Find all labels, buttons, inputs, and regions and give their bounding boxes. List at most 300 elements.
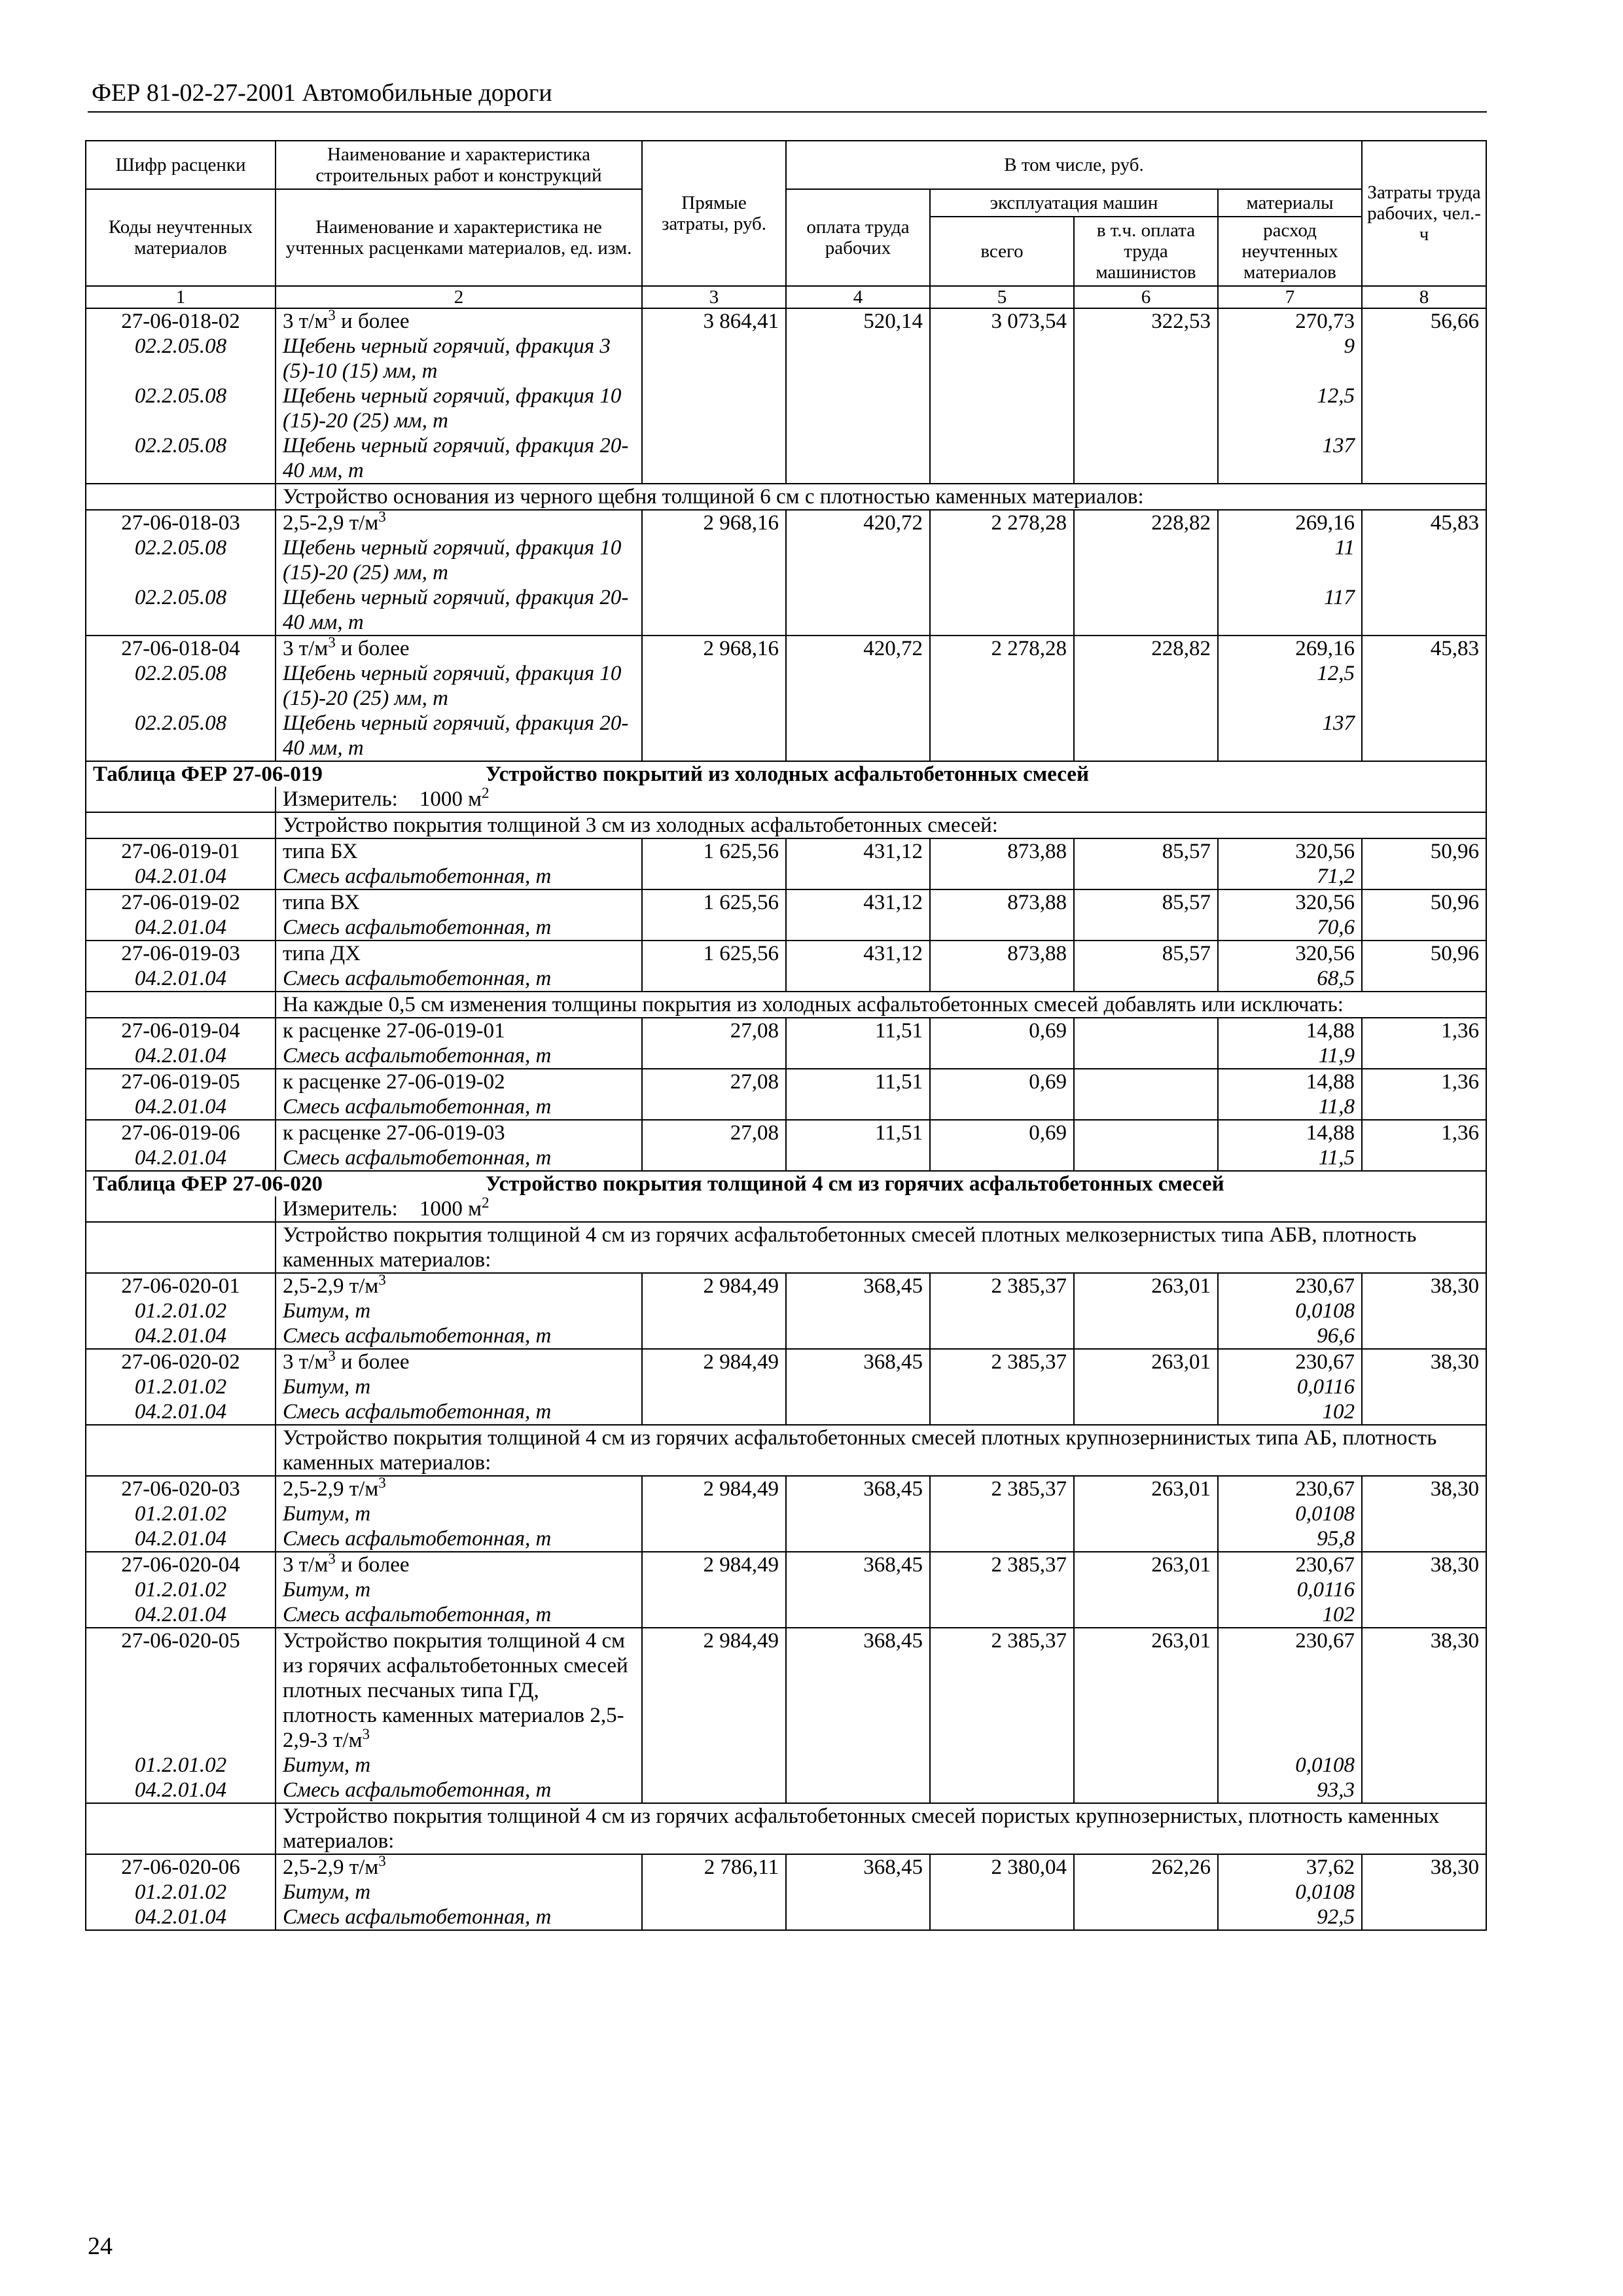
material-code: 04.2.01.04 <box>86 915 276 941</box>
empty-cell <box>786 1094 930 1120</box>
empty-cell <box>1074 661 1218 711</box>
table-title-row <box>86 1171 1486 1196</box>
material-name: Смесь асфальтобетонная, т <box>276 966 642 992</box>
material-code: 01.2.01.02 <box>86 1374 276 1399</box>
empty-cell <box>642 433 786 484</box>
rate-name-text: 3 т/м <box>283 637 329 660</box>
hdr-operators: в т.ч. оплата труда машинистов <box>1074 217 1218 286</box>
header-rule <box>88 111 1487 113</box>
superscript: 3 <box>328 1552 336 1567</box>
empty-cell <box>786 1778 930 1803</box>
hdr-codes: Коды неучтенных материалов <box>86 189 276 286</box>
material-row <box>86 1043 1486 1069</box>
empty-cell <box>786 1905 930 1930</box>
empty-cell <box>1362 1299 1486 1323</box>
empty-cell <box>930 1501 1074 1526</box>
material-quantity: 71,2 <box>1218 864 1362 889</box>
empty-cell <box>642 1145 786 1171</box>
value-c6: 322,53 <box>1074 308 1218 334</box>
rate-code: 27-06-018-03 <box>86 510 276 535</box>
value-c5: 2 278,28 <box>930 510 1074 535</box>
empty-cell <box>786 1145 930 1171</box>
empty-cell <box>930 1323 1074 1349</box>
empty-cell <box>642 1526 786 1552</box>
material-code: 04.2.01.04 <box>86 1094 276 1120</box>
material-row <box>86 1526 1486 1552</box>
empty-cell <box>1362 535 1486 585</box>
value-c7: 230,67 <box>1218 1628 1362 1753</box>
material-name: Щебень черный горячий, фракция 10 (15)-20 (25) мм, т <box>276 384 642 433</box>
rate-name-suffix: и более <box>335 1350 410 1374</box>
hdr-name-bottom: Наименование и характеристика не учтенных расценками материалов, ед. изм. <box>276 189 642 286</box>
value-c4: 431,12 <box>786 889 930 915</box>
empty-cell <box>930 1399 1074 1425</box>
empty-cell <box>642 711 786 761</box>
table-heading: Устройство покрытия толщиной 4 см из горячих асфальтобетонных смесей <box>486 1172 1224 1196</box>
material-name: Смесь асфальтобетонная, т <box>276 1602 642 1628</box>
material-code: 04.2.01.04 <box>86 1043 276 1069</box>
section-caption: Устройство покрытия толщиной 3 см из холодных асфальтобетонных смесей: <box>276 812 1486 838</box>
material-name: Щебень черный горячий, фракция 10 (15)-20 (25) мм, т <box>276 661 642 711</box>
material-row <box>86 1880 1486 1905</box>
value-c3: 2 968,16 <box>642 510 786 535</box>
material-quantity: 11,5 <box>1218 1145 1362 1171</box>
empty-cell <box>930 1299 1074 1323</box>
empty-cell <box>1074 711 1218 761</box>
rate-name <box>276 1628 642 1753</box>
empty-cell <box>930 1145 1074 1171</box>
empty-cell <box>786 864 930 889</box>
hdr-materials: материалы <box>1218 189 1362 217</box>
material-name: Щебень черный горячий, фракция 20-40 мм, т <box>276 711 642 761</box>
empty-cell <box>1074 1526 1218 1552</box>
value-c5: 0,69 <box>930 1120 1074 1145</box>
value-c4: 368,45 <box>786 1476 930 1501</box>
value-c8: 38,30 <box>1362 1349 1486 1374</box>
material-quantity: 0,0108 <box>1218 1299 1362 1323</box>
empty-cell <box>642 535 786 585</box>
empty-cell <box>1074 1145 1218 1171</box>
material-name: Щебень черный горячий, фракция 20-40 мм, т <box>276 585 642 636</box>
hdr-labor: Затраты труда рабочих, чел.-ч <box>1362 141 1486 286</box>
empty-cell <box>1074 535 1218 585</box>
material-quantity: 117 <box>1218 585 1362 636</box>
value-c7: 230,67 <box>1218 1349 1362 1374</box>
value-c3: 1 625,56 <box>642 838 786 864</box>
material-name: Смесь асфальтобетонная, т <box>276 1526 642 1552</box>
rate-row <box>86 1552 1486 1577</box>
empty-cell <box>930 1880 1074 1905</box>
empty-cell <box>930 1577 1074 1602</box>
rate-code: 27-06-019-05 <box>86 1069 276 1094</box>
measure-unit <box>276 787 1486 812</box>
rate-name <box>276 889 642 915</box>
empty-cell <box>930 433 1074 484</box>
rate-name <box>276 941 642 966</box>
material-name: Битум, т <box>276 1753 642 1778</box>
value-c8: 1,36 <box>1362 1069 1486 1094</box>
empty-cell <box>1074 433 1218 484</box>
value-c7: 14,88 <box>1218 1018 1362 1043</box>
empty-cell <box>642 915 786 941</box>
empty-cell <box>1074 1778 1218 1803</box>
material-name: Щебень черный горячий, фракция 3 (5)-10 (15) мм, т <box>276 334 642 384</box>
hdr-direct: Прямые затраты, руб. <box>642 141 786 286</box>
empty-cell <box>1074 585 1218 636</box>
value-c6: 85,57 <box>1074 838 1218 864</box>
empty-cell <box>930 384 1074 433</box>
empty-cell <box>786 334 930 384</box>
section-caption: Устройство покрытия толщиной 4 см из горячих асфальтобетонных смесей плотных мелкозернистых типа АБВ, плотность каменных материалов: <box>276 1222 1486 1273</box>
rate-code: 27-06-019-03 <box>86 941 276 966</box>
value-c7: 230,67 <box>1218 1552 1362 1577</box>
material-code: 02.2.05.08 <box>86 433 276 484</box>
value-c4: 420,72 <box>786 510 930 535</box>
superscript: 3 <box>378 510 386 525</box>
empty-cell <box>642 1753 786 1778</box>
material-name: Битум, т <box>276 1880 642 1905</box>
table-number: Таблица ФЕР 27-06-019 <box>93 762 323 786</box>
empty-cell <box>86 1222 276 1273</box>
value-c4: 520,14 <box>786 308 930 334</box>
hdr-including: В том числе, руб. <box>786 141 1362 189</box>
material-quantity: 0,0108 <box>1218 1880 1362 1905</box>
empty-cell <box>1362 1905 1486 1930</box>
empty-cell <box>642 1323 786 1349</box>
value-c7: 14,88 <box>1218 1069 1362 1094</box>
value-c8: 1,36 <box>1362 1018 1486 1043</box>
superscript: 3 <box>328 1349 336 1364</box>
value-c5: 0,69 <box>930 1069 1074 1094</box>
value-c8: 45,83 <box>1362 510 1486 535</box>
material-quantity: 95,8 <box>1218 1526 1362 1552</box>
value-c8: 38,30 <box>1362 1628 1486 1753</box>
material-code: 02.2.05.08 <box>86 384 276 433</box>
empty-cell <box>642 1577 786 1602</box>
empty-cell <box>786 1323 930 1349</box>
rate-code: 27-06-018-02 <box>86 308 276 334</box>
material-code: 04.2.01.04 <box>86 1323 276 1349</box>
table-title <box>86 761 1486 787</box>
rate-code: 27-06-020-02 <box>86 1349 276 1374</box>
empty-cell <box>1074 334 1218 384</box>
empty-cell <box>642 585 786 636</box>
rate-row <box>86 1018 1486 1043</box>
rate-name-text: к расценке 27-06-019-03 <box>283 1121 505 1145</box>
value-c5: 3 073,54 <box>930 308 1074 334</box>
empty-cell <box>1074 1753 1218 1778</box>
empty-cell <box>1074 1374 1218 1399</box>
material-row <box>86 1577 1486 1602</box>
value-c8: 38,30 <box>1362 1552 1486 1577</box>
superscript: 2 <box>481 1196 490 1211</box>
material-code: 04.2.01.04 <box>86 1778 276 1803</box>
empty-cell <box>1362 1094 1486 1120</box>
empty-cell <box>1074 1094 1218 1120</box>
rate-name <box>276 1854 642 1880</box>
value-c6 <box>1074 1018 1218 1043</box>
rate-name <box>276 1552 642 1577</box>
rate-name <box>276 510 642 535</box>
rate-name-text: 3 т/м <box>283 1553 329 1577</box>
material-code: 04.2.01.04 <box>86 1399 276 1425</box>
material-row <box>86 1399 1486 1425</box>
rate-name-suffix: и более <box>335 310 410 333</box>
empty-cell <box>1362 433 1486 484</box>
empty-cell <box>786 915 930 941</box>
empty-cell <box>930 711 1074 761</box>
value-c5: 873,88 <box>930 941 1074 966</box>
value-c5: 2 385,37 <box>930 1273 1074 1299</box>
empty-cell <box>930 661 1074 711</box>
value-c5: 873,88 <box>930 838 1074 864</box>
empty-cell <box>786 661 930 711</box>
hdr-machines: эксплуатация машин <box>930 189 1218 217</box>
table-number: Таблица ФЕР 27-06-020 <box>93 1172 323 1196</box>
empty-cell <box>786 1043 930 1069</box>
material-name: Смесь асфальтобетонная, т <box>276 1043 642 1069</box>
material-quantity: 102 <box>1218 1602 1362 1628</box>
empty-cell <box>786 1753 930 1778</box>
value-c6: 263,01 <box>1074 1273 1218 1299</box>
rate-code: 27-06-020-05 <box>86 1628 276 1753</box>
rate-name <box>276 1120 642 1145</box>
rate-name-text: 2,5-2,9 т/м <box>283 1477 379 1501</box>
empty-cell <box>786 585 930 636</box>
material-row <box>86 535 1486 585</box>
empty-cell <box>642 1043 786 1069</box>
value-c7: 270,73 <box>1218 308 1362 334</box>
value-c6: 263,01 <box>1074 1552 1218 1577</box>
material-code: 01.2.01.02 <box>86 1880 276 1905</box>
value-c4: 11,51 <box>786 1018 930 1043</box>
value-c7: 320,56 <box>1218 941 1362 966</box>
empty-cell <box>1074 1602 1218 1628</box>
rate-row <box>86 1273 1486 1299</box>
value-c4: 431,12 <box>786 941 930 966</box>
empty-cell <box>86 484 276 510</box>
rate-name-suffix: и более <box>335 1553 410 1577</box>
empty-cell <box>1074 1501 1218 1526</box>
material-row <box>86 1323 1486 1349</box>
section-caption-row <box>86 1425 1486 1476</box>
rate-name <box>276 308 642 334</box>
material-name: Битум, т <box>276 1374 642 1399</box>
value-c8: 50,96 <box>1362 838 1486 864</box>
value-c3: 27,08 <box>642 1018 786 1043</box>
rate-name <box>276 1273 642 1299</box>
material-name: Щебень черный горячий, фракция 10 (15)-20 (25) мм, т <box>276 535 642 585</box>
empty-cell <box>786 433 930 484</box>
value-c4: 420,72 <box>786 636 930 661</box>
rate-code: 27-06-019-04 <box>86 1018 276 1043</box>
section-caption-row <box>86 1803 1486 1854</box>
material-row <box>86 1299 1486 1323</box>
rate-code: 27-06-019-06 <box>86 1120 276 1145</box>
rate-name-text: 2,5-2,9 т/м <box>283 1274 379 1298</box>
empty-cell <box>642 1880 786 1905</box>
empty-cell <box>1074 966 1218 992</box>
material-row <box>86 915 1486 941</box>
material-code: 01.2.01.02 <box>86 1753 276 1778</box>
value-c6: 263,01 <box>1074 1476 1218 1501</box>
value-c6: 85,57 <box>1074 889 1218 915</box>
empty-cell <box>642 384 786 433</box>
material-quantity: 0,0108 <box>1218 1501 1362 1526</box>
col-num: 1 <box>86 286 276 308</box>
empty-cell <box>642 334 786 384</box>
empty-cell <box>642 966 786 992</box>
value-c6: 262,26 <box>1074 1854 1218 1880</box>
empty-cell <box>786 966 930 992</box>
material-quantity: 11 <box>1218 535 1362 585</box>
rate-row <box>86 1120 1486 1145</box>
material-name: Битум, т <box>276 1577 642 1602</box>
material-code: 01.2.01.02 <box>86 1299 276 1323</box>
value-c6: 228,82 <box>1074 636 1218 661</box>
empty-cell <box>1074 864 1218 889</box>
superscript: 3 <box>378 1476 386 1491</box>
value-c3: 27,08 <box>642 1069 786 1094</box>
material-code: 02.2.05.08 <box>86 535 276 585</box>
value-c7: 269,16 <box>1218 510 1362 535</box>
value-c3: 3 864,41 <box>642 308 786 334</box>
rate-name-text: к расценке 27-06-019-01 <box>283 1019 505 1043</box>
rate-code: 27-06-020-03 <box>86 1476 276 1501</box>
material-row <box>86 1778 1486 1803</box>
empty-cell <box>930 535 1074 585</box>
empty-cell <box>86 1196 276 1222</box>
measure-unit-text: Измеритель: 1000 м <box>283 1197 482 1221</box>
material-code: 04.2.01.04 <box>86 1905 276 1930</box>
section-caption: Устройство покрытия толщиной 4 см из горячих асфальтобетонных смесей плотных крупнозернинистых типа АБ, плотность каменных материалов: <box>276 1425 1486 1476</box>
value-c3: 2 968,16 <box>642 636 786 661</box>
empty-cell <box>1074 1323 1218 1349</box>
material-quantity: 137 <box>1218 711 1362 761</box>
value-c6 <box>1074 1069 1218 1094</box>
rate-code: 27-06-018-04 <box>86 636 276 661</box>
material-code: 04.2.01.04 <box>86 1602 276 1628</box>
rate-row <box>86 1069 1486 1094</box>
empty-cell <box>1362 1323 1486 1349</box>
col-num: 2 <box>276 286 642 308</box>
rate-name-text: 2,5-2,9 т/м <box>283 511 379 535</box>
rate-row <box>86 308 1486 334</box>
page-number: 24 <box>88 2233 113 2260</box>
hdr-total: всего <box>930 217 1074 286</box>
material-code: 02.2.05.08 <box>86 585 276 636</box>
material-row <box>86 1602 1486 1628</box>
rate-row <box>86 838 1486 864</box>
material-code: 04.2.01.04 <box>86 1145 276 1171</box>
rate-name-text: типа ВХ <box>283 891 360 914</box>
empty-cell <box>642 1374 786 1399</box>
rate-row <box>86 941 1486 966</box>
rate-row <box>86 510 1486 535</box>
value-c8: 1,36 <box>1362 1120 1486 1145</box>
empty-cell <box>86 1425 276 1476</box>
value-c3: 27,08 <box>642 1120 786 1145</box>
empty-cell <box>1362 711 1486 761</box>
empty-cell <box>786 535 930 585</box>
empty-cell <box>930 915 1074 941</box>
empty-cell <box>1074 1880 1218 1905</box>
empty-cell <box>786 1526 930 1552</box>
empty-cell <box>1362 384 1486 433</box>
empty-cell <box>930 1374 1074 1399</box>
material-row <box>86 585 1486 636</box>
rate-row <box>86 889 1486 915</box>
hdr-name-top: Наименование и характеристика строительных работ и конструкций <box>276 141 642 189</box>
rate-row <box>86 636 1486 661</box>
section-caption-row <box>86 1222 1486 1273</box>
rate-row <box>86 1628 1486 1753</box>
empty-cell <box>1074 1299 1218 1323</box>
material-row <box>86 661 1486 711</box>
material-quantity: 0,0108 <box>1218 1753 1362 1778</box>
value-c8: 50,96 <box>1362 889 1486 915</box>
empty-cell <box>930 1602 1074 1628</box>
empty-cell <box>1362 1374 1486 1399</box>
empty-cell <box>1362 1399 1486 1425</box>
rate-name-text: 3 т/м <box>283 310 329 333</box>
empty-cell <box>1362 864 1486 889</box>
material-row <box>86 384 1486 433</box>
material-code: 04.2.01.04 <box>86 966 276 992</box>
material-code: 01.2.01.02 <box>86 1577 276 1602</box>
empty-cell <box>1362 1880 1486 1905</box>
empty-cell <box>86 1803 276 1854</box>
material-row <box>86 334 1486 384</box>
empty-cell <box>642 1501 786 1526</box>
empty-cell <box>642 1399 786 1425</box>
empty-cell <box>1362 1602 1486 1628</box>
rate-row <box>86 1349 1486 1374</box>
empty-cell <box>642 1094 786 1120</box>
material-row <box>86 1905 1486 1930</box>
col-num: 4 <box>786 286 930 308</box>
material-name: Смесь асфальтобетонная, т <box>276 1145 642 1171</box>
empty-cell <box>930 1094 1074 1120</box>
value-c8: 56,66 <box>1362 308 1486 334</box>
material-code: 04.2.01.04 <box>86 864 276 889</box>
empty-cell <box>86 812 276 838</box>
rate-code: 27-06-020-01 <box>86 1273 276 1299</box>
rate-name-text: 2,5-2,9 т/м <box>283 1856 379 1879</box>
empty-cell <box>86 992 276 1018</box>
measure-unit-text: Измеритель: 1000 м <box>283 787 482 811</box>
running-header: ФЕР 81-02-27-2001 Автомобильные дороги <box>92 79 552 107</box>
empty-cell <box>86 787 276 812</box>
material-row <box>86 966 1486 992</box>
section-caption: Устройство покрытия толщиной 4 см из горячих асфальтобетонных смесей пористых крупнозернистых, плотность каменных материалов: <box>276 1803 1486 1854</box>
empty-cell <box>786 1880 930 1905</box>
material-name: Смесь асфальтобетонная, т <box>276 1399 642 1425</box>
table-heading: Устройство покрытий из холодных асфальтобетонных смесей <box>486 762 1089 786</box>
empty-cell <box>786 711 930 761</box>
rate-code: 27-06-020-04 <box>86 1552 276 1577</box>
rate-name-text: типа БХ <box>283 840 358 863</box>
empty-cell <box>1074 1577 1218 1602</box>
value-c4: 368,45 <box>786 1552 930 1577</box>
empty-cell <box>1362 1526 1486 1552</box>
value-c7: 230,67 <box>1218 1476 1362 1501</box>
rate-code: 27-06-020-06 <box>86 1854 276 1880</box>
material-quantity: 102 <box>1218 1399 1362 1425</box>
value-c4: 368,45 <box>786 1628 930 1753</box>
empty-cell <box>1074 1905 1218 1930</box>
value-c4: 368,45 <box>786 1273 930 1299</box>
